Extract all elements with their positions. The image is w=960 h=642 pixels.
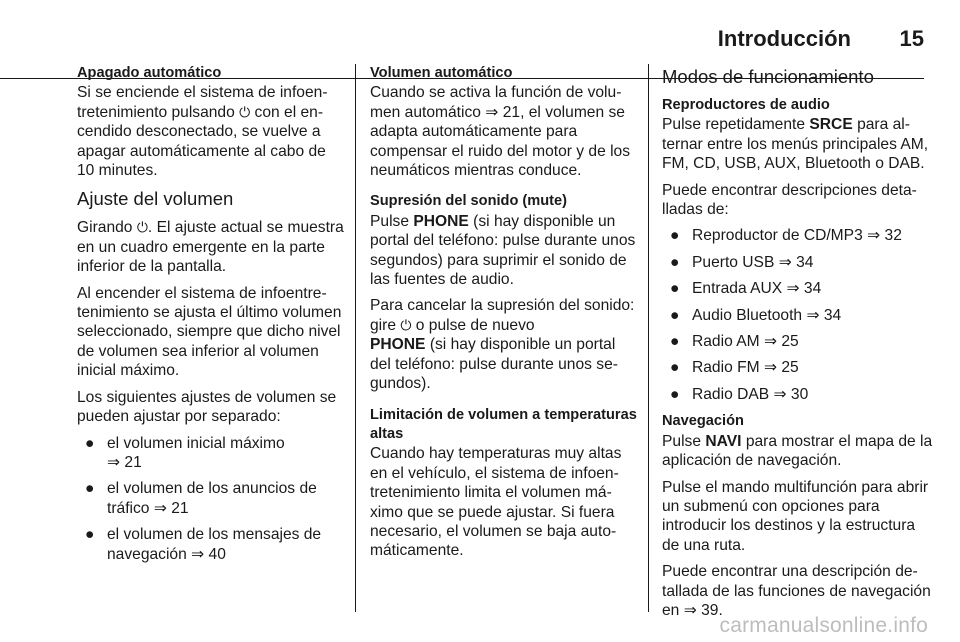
list-item: ● Entrada AUX ⇒ 34 — [670, 280, 822, 298]
mute-paragraph-2: Para cancelar la supresión del sonido: gire ⏻ o pulse de nuevo PHONE (si hay disponible un portal del teléfono: pulse durante unos segundos). — [370, 297, 635, 393]
page-reference[interactable]: 21 — [124, 453, 142, 471]
column-divider-2 — [648, 64, 649, 612]
list-item: ● el volumen inicial máximo ⇒ 21 — [85, 434, 285, 471]
page-header — [0, 26, 960, 60]
column-2 — [370, 64, 638, 568]
mute-heading: Supresión del sonido (mute) — [370, 193, 568, 210]
arrow-icon: ⇒ — [485, 103, 499, 121]
bullet-icon: ● — [670, 253, 680, 271]
volume-heading: Ajuste del volumen — [77, 188, 234, 210]
arrow-icon: ⇒ — [806, 306, 820, 324]
list-item: ● Reproductor de CD/MP3 ⇒ 32 — [670, 227, 902, 245]
volume-paragraph-3: Los siguientes ajustes de volumen se pueden ajustar por separado: — [77, 388, 337, 426]
navigation-paragraph-2: Pulse el mando multifunción para abrir un submenú con opciones para introducir los destinos y la estructura de una ruta. — [662, 478, 929, 554]
bullet-icon: ● — [670, 333, 680, 351]
arrow-icon: ⇒ — [786, 280, 800, 298]
page-reference[interactable]: 25 — [781, 333, 799, 351]
audio-sources-list — [662, 226, 934, 404]
power-icon: ⏻ — [239, 103, 251, 120]
arrow-icon: ⇒ — [763, 333, 778, 351]
page-reference[interactable]: 21 — [171, 499, 189, 517]
list-item: ● el volumen de los anuncios de tráfico ⇒ 21 — [85, 480, 317, 517]
power-icon: ⏻ — [136, 219, 148, 236]
list-item: ● Puerto USB ⇒ 34 — [670, 253, 814, 271]
page-reference[interactable]: 39 — [701, 601, 719, 619]
arrow-icon: ⇒ — [191, 545, 205, 563]
page-title: Introducción — [717, 26, 851, 51]
navi-key-label: NAVI — [705, 432, 742, 450]
page-reference[interactable]: 30 — [790, 385, 809, 403]
srce-key-label: SRCE — [809, 116, 853, 134]
volume-paragraph-1: Girando ⏻. El ajuste actual se muestra en un cuadro emergente en la parte inferior de la pantalla. — [77, 219, 344, 276]
audio-players-heading: Reproductores de audio — [662, 97, 830, 113]
phone-key-label: PHONE — [413, 212, 469, 230]
bullet-icon: ● — [670, 359, 680, 377]
page-reference[interactable]: 32 — [884, 227, 902, 245]
page-number: 15 — [899, 26, 924, 51]
arrow-icon: ⇒ — [867, 227, 881, 245]
list-item: ● Audio Bluetooth ⇒ 34 — [670, 306, 842, 324]
arrow-icon: ⇒ — [773, 385, 787, 403]
column-3 — [662, 64, 934, 627]
page-reference[interactable]: 34 — [803, 280, 822, 298]
bullet-icon: ● — [670, 227, 680, 245]
watermark-text: carmanualsonline.info — [719, 614, 928, 637]
list-item: ● Radio FM ⇒ 25 — [670, 359, 799, 377]
page-reference[interactable]: 40 — [208, 545, 226, 563]
column-divider-1 — [355, 64, 356, 612]
list-item: ● el volumen de los mensajes de navegación ⇒ 40 — [85, 526, 322, 563]
list-item: ● Radio DAB ⇒ 30 — [670, 385, 809, 403]
bullet-icon: ● — [670, 280, 680, 298]
volume-settings-list — [77, 434, 347, 564]
navigation-paragraph-3: Puede encontrar una descripción detallada de las funciones de navegación en ⇒ 39. — [662, 563, 931, 619]
navigation-heading: Navegación — [662, 413, 744, 430]
volume-limit-text: Cuando hay temperaturas muy altas en el vehículo, el sistema de infoentretenimiento limita el volumen máximo que se puede ajustar. Si fuera necesario, el volumen se baja automáticamente. — [370, 445, 622, 560]
bullet-icon: ● — [670, 385, 680, 403]
modes-heading: Modos de funcionamiento — [662, 66, 874, 87]
mute-paragraph-1: Pulse PHONE (si hay disponible un portal del teléfono: pulse durante unos segundos) para suprimir el sonido de las fuentes de audio. — [370, 212, 636, 289]
phone-key-label: PHONE — [370, 336, 426, 354]
arrow-icon: ⇒ — [153, 499, 167, 517]
arrow-icon: ⇒ — [107, 453, 121, 471]
descriptions-text: Puede encontrar descripciones detalladas de: — [662, 181, 917, 219]
auto-off-text: Si se enciende el sistema de infoentretenimiento pulsando ⏻ con el encendido desconectado, se vuelve a apagar automáticamente al cabo de 10 minutes. — [77, 84, 328, 180]
list-item: ● Radio AM ⇒ 25 — [670, 333, 799, 351]
power-icon: ⏻ — [400, 316, 412, 333]
arrow-icon: ⇒ — [778, 253, 792, 271]
bullet-icon: ● — [670, 306, 680, 324]
bullet-icon: ● — [85, 434, 95, 452]
arrow-icon: ⇒ — [683, 601, 697, 619]
auto-volume-text: Cuando se activa la función de volumen automático ⇒ 21, el volumen se adapta automáticamente para compensar el ruido del motor y de los neumáticos mientras conduce. — [370, 84, 631, 180]
navigation-paragraph-1: Pulse NAVI para mostrar el mapa de la aplicación de navegación. — [662, 432, 933, 470]
page-reference[interactable]: 25 — [781, 359, 799, 377]
auto-volume-heading: Volumen automático — [370, 65, 513, 81]
bullet-icon: ● — [85, 480, 95, 498]
auto-off-heading: Apagado automático — [77, 65, 222, 81]
bullet-icon: ● — [85, 526, 95, 544]
column-1 — [77, 64, 347, 572]
arrow-icon: ⇒ — [763, 359, 778, 377]
page-reference[interactable]: 21 — [502, 103, 521, 121]
page-reference[interactable]: 34 — [823, 306, 842, 324]
audio-players-text: Pulse repetidamente SRCE para alternar entre los menús principales AM, FM, CD, USB, AUX, Bluetooth o DAB. — [662, 116, 929, 173]
page-reference[interactable]: 34 — [796, 253, 814, 271]
volume-paragraph-2: Al encender el sistema de infoentretenimiento se ajusta el último volumen seleccionado, siempre que dicho nivel de volumen sea inferior al volumen inicial máximo. — [77, 284, 342, 380]
volume-limit-heading: Limitación de volumen a temperaturas altas — [370, 406, 637, 442]
